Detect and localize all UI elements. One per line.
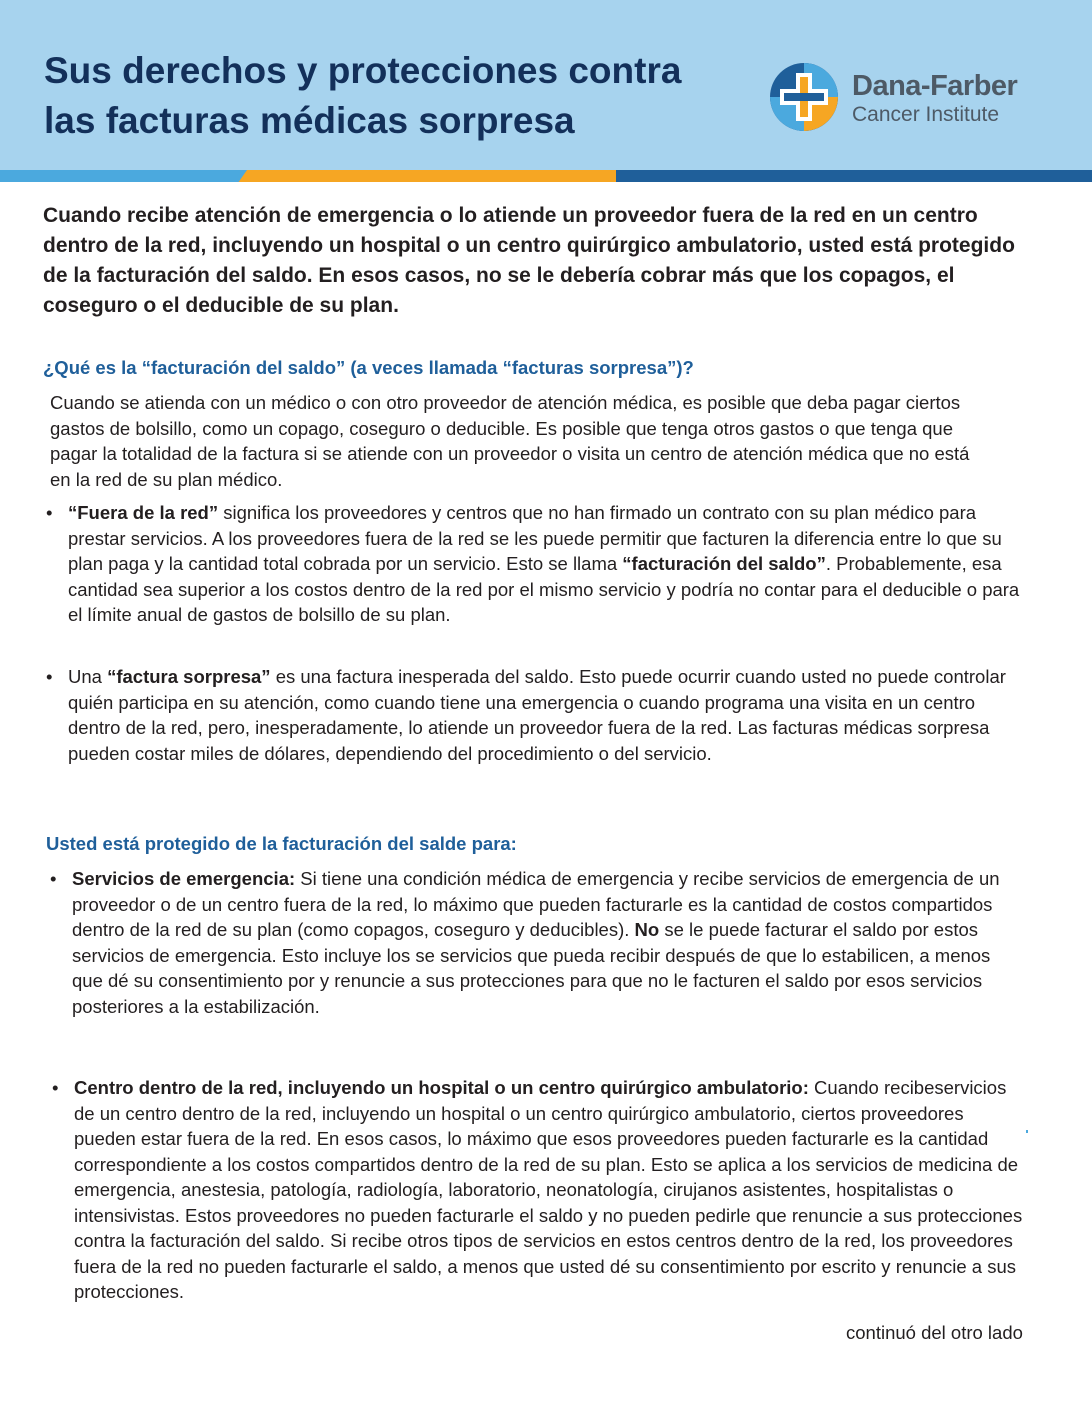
- bullet-text: se le puede facturar el saldo por estos servicios de emergencia. Esto incluye los se servicios que pueda recibir después de que lo estabilicen, a menos que dé su consentimiento por y renuncie a sus protecciones para que no le facturen el saldo por esos servicios posteriores a la estabilización.: [72, 919, 991, 1017]
- continued-note: continuó del otro lado: [846, 1322, 1023, 1343]
- section-paragraph: Cuando se atienda con un médico o con otro proveedor de atención médica, es posible que deba pagar ciertos gastos de bolsillo, como un copago, coseguro o deducible. Es posible que tenga otros gastos o que tenga que pagar la totalidad de la factura si se atiende con un proveedor o visita un centro de atención médica que no está en la red de su plan médico.: [50, 392, 970, 490]
- section-heading-balance-billing: ¿Qué es la “facturación del saldo” (a veces llamada “facturas sorpresa”)?: [43, 357, 694, 378]
- bullet-dot: •: [46, 502, 53, 523]
- section-heading-protections: Usted está protegido de la facturación del salde para:: [46, 833, 517, 854]
- bullet-text: significa los proveedores y centros que no han firmado un contrato con su plan médico para prestar servicios. A los proveedores fuera de la red se les puede permitir que facturen la diferencia entre lo que su plan paga y la cantidad total cobrada por un servicio. Esto se llama: [68, 502, 1002, 574]
- logo-wordmark: [852, 70, 1017, 128]
- accent-stripe-orange: [239, 170, 625, 182]
- term-in-network-facility: Centro dentro de la red, incluyendo un hospital o un centro quirúrgico ambulatorio:: [74, 1077, 809, 1098]
- dana-farber-logo-icon: [770, 63, 838, 131]
- bullet-dot: •: [50, 868, 57, 889]
- header-banner: [0, 0, 1092, 170]
- term-no: No: [634, 919, 660, 940]
- term-balance-billing: “facturación del saldo”: [622, 553, 826, 574]
- logo-subtitle: Cancer Institute: [852, 103, 1000, 126]
- bullet-prefix: Una: [68, 666, 108, 687]
- term-out-of-network: “Fuera de la red”: [68, 502, 219, 523]
- bullet-out-of-network: [46, 500, 1028, 628]
- accent-stripe-dark-blue: [616, 170, 1092, 182]
- intro-statement: Cuando recibe atención de emergencia o lo atiende un proveedor fuera de la red en un centro dentro de la red, incluyendo un hospital o un centro quirúrgico ambulatorio, usted está protegido de la facturación del saldo. En esos casos, no se le debería cobrar más que los copagos, el coseguro o el deducible de su plan.: [43, 204, 1015, 317]
- bullet-surprise-bill: [46, 664, 1008, 766]
- stray-mark: [1026, 1130, 1028, 1133]
- bullet-text: Si tiene una condición médica de emergencia y recibe servicios de emergencia de un proveedor o de un centro fuera de la red, lo máximo que pueden facturarle es la cantidad de costos compartidos dentro de la red de su plan (como copagos, coseguro y deducibles).: [72, 868, 1000, 940]
- term-surprise-bill: “factura sorpresa”: [107, 666, 271, 687]
- title-line-1: Sus derechos y protecciones contra: [44, 50, 682, 91]
- bullet-emergency-services: [50, 866, 1012, 1019]
- bullet-dot: •: [52, 1077, 59, 1098]
- bullet-text: Cuando recibeservicios de un centro dentro de la red, incluyendo un hospital o un centro quirúrgico ambulatorio, ciertos proveedores pueden estar fuera de la red. En esos casos, lo máximo que esos proveedores pueden facturarle es la cantidad correspondiente a los costos compartidos dentro de la red de su plan. Esto se aplica a los servicios de medicina de emergencia, anestesia, patología, radiología, laboratorio, neonatología, cirujanos asistentes, hospitalistas o intensivistas. Estos proveedores no pueden facturarle el saldo y no pueden pedirle que renuncie a sus protecciones contra la facturación del saldo. Si recibe otros tipos de servicios en estos centros dentro de la red, los proveedores fuera de la red no pueden facturarle el saldo, a menos que usted dé su consentimiento por escrito y renuncie a sus protecciones.: [74, 1077, 1023, 1302]
- logo-name: Dana-Farber: [852, 70, 1018, 102]
- page-title: [44, 46, 681, 146]
- bullet-text: . Probablemente, esa cantidad sea superior a los costos dentro de la red por el mismo servicio y podría no contar para el deducible o para el límite anual de gastos de bolsillo de su plan.: [68, 553, 1020, 625]
- title-line-2: las facturas médicas sorpresa: [44, 100, 575, 141]
- bullet-text: es una factura inesperada del saldo. Esto puede ocurrir cuando usted no puede controlar quién participa en su atención, como cuando tiene una emergencia o cuando programa una visita en un centro dentro de la red, pero, inesperadamente, lo atiende un proveedor fuera de la red. Las facturas médicas sorpresa pueden costar miles de dólares, dependiendo del procedimiento o del servicio.: [68, 666, 1006, 764]
- bullet-dot: •: [46, 666, 53, 687]
- bullet-in-network-facility: [52, 1075, 1029, 1305]
- term-emergency-services: Servicios de emergencia:: [72, 868, 296, 889]
- accent-stripe-light-blue: [0, 170, 262, 182]
